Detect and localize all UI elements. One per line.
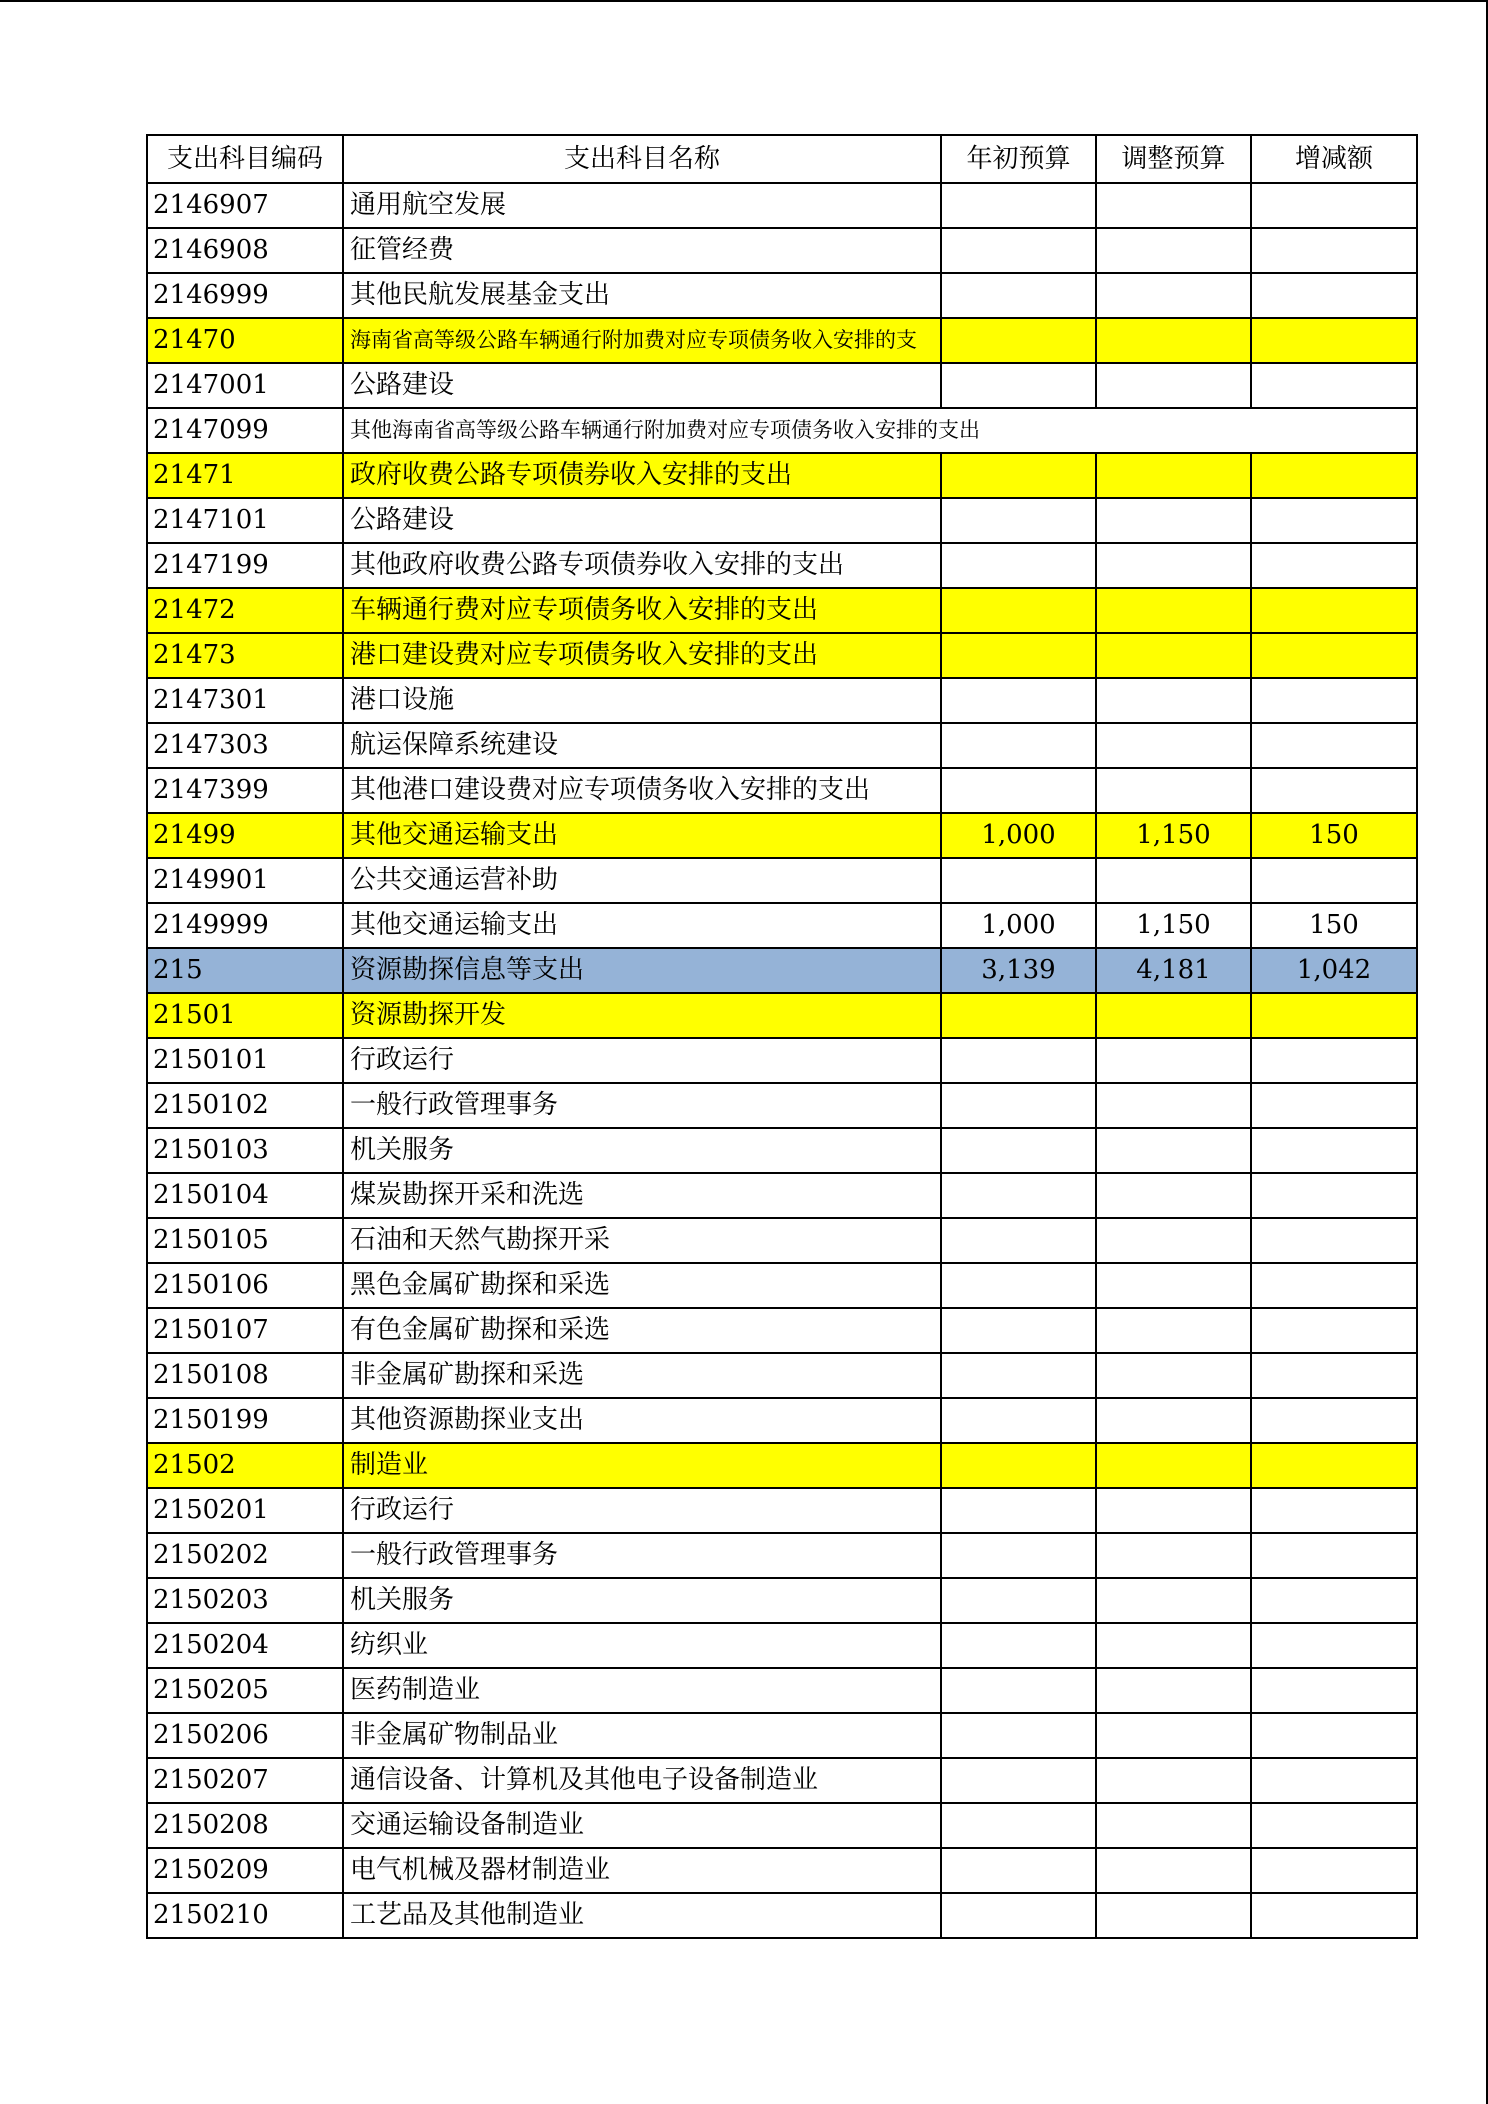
cell-adjusted-budget: 4,181 [1096,948,1251,993]
cell-name: 其他交通运输支出 [343,903,941,948]
cell-initial-budget [941,1263,1096,1308]
cell-code: 2150204 [147,1623,343,1668]
cell-adjusted-budget [1096,318,1251,363]
header-name: 支出科目名称 [343,135,941,183]
table-row [147,318,1417,363]
cell-name: 其他资源勘探业支出 [343,1398,941,1443]
cell-change [1251,1758,1417,1803]
cell-initial-budget [941,1713,1096,1758]
cell-name: 港口设施 [343,678,941,723]
cell-code: 2150203 [147,1578,343,1623]
cell-adjusted-budget [1096,678,1251,723]
cell-initial-budget [941,1848,1096,1893]
table-row [147,1533,1417,1578]
cell-change [1251,1578,1417,1623]
cell-adjusted-budget [1096,1398,1251,1443]
cell-change [1251,1398,1417,1443]
table-row [147,633,1417,678]
cell-code: 21471 [147,453,343,498]
cell-initial-budget [941,318,1096,363]
cell-initial-budget [941,1443,1096,1488]
cell-change [1251,273,1417,318]
cell-change [1251,498,1417,543]
cell-initial-budget [941,1758,1096,1803]
table-row [147,1578,1417,1623]
cell-initial-budget [941,363,1096,408]
cell-change [1251,1533,1417,1578]
cell-name: 电气机械及器材制造业 [343,1848,941,1893]
cell-code: 2150207 [147,1758,343,1803]
cell-change [1251,1713,1417,1758]
cell-change [1251,1443,1417,1488]
cell-code: 2146907 [147,183,343,228]
cell-initial-budget [941,633,1096,678]
cell-adjusted-budget [1096,1353,1251,1398]
cell-adjusted-budget [1096,1893,1251,1938]
cell-code: 2146908 [147,228,343,273]
table-row [147,1488,1417,1533]
cell-adjusted-budget [1096,1308,1251,1353]
table-row [147,1623,1417,1668]
cell-change [1251,1218,1417,1263]
table-row [147,453,1417,498]
cell-change [1251,1893,1417,1938]
cell-code: 2150102 [147,1083,343,1128]
table-row [147,1173,1417,1218]
table-row [147,1668,1417,1713]
table-row [147,1848,1417,1893]
table-row [147,1443,1417,1488]
cell-change [1251,1308,1417,1353]
table-row [147,183,1417,228]
table-row [147,678,1417,723]
cell-adjusted-budget [1096,1083,1251,1128]
cell-initial-budget [941,588,1096,633]
cell-adjusted-budget [1096,543,1251,588]
table-row [147,588,1417,633]
cell-name: 其他港口建设费对应专项债务收入安排的支出 [343,768,941,813]
cell-name: 一般行政管理事务 [343,1083,941,1128]
cell-name: 通用航空发展 [343,183,941,228]
cell-code: 2150105 [147,1218,343,1263]
cell-code: 2146999 [147,273,343,318]
cell-code: 2150107 [147,1308,343,1353]
cell-adjusted-budget [1096,273,1251,318]
cell-initial-budget [941,1668,1096,1713]
cell-adjusted-budget [1096,1218,1251,1263]
cell-initial-budget [941,1218,1096,1263]
cell-code: 21502 [147,1443,343,1488]
cell-name: 其他民航发展基金支出 [343,273,941,318]
cell-name: 海南省高等级公路车辆通行附加费对应专项债务收入安排的支 [343,318,941,363]
cell-adjusted-budget [1096,1803,1251,1848]
table-row [147,858,1417,903]
table-row [147,1803,1417,1848]
cell-change [1251,768,1417,813]
cell-initial-budget [941,1488,1096,1533]
cell-change [1251,1173,1417,1218]
cell-adjusted-budget [1096,768,1251,813]
cell-change [1251,1038,1417,1083]
cell-adjusted-budget [1096,498,1251,543]
cell-change [1251,1623,1417,1668]
cell-code: 2150199 [147,1398,343,1443]
cell-initial-budget [941,1128,1096,1173]
header-row [147,135,1417,183]
cell-adjusted-budget [1096,1488,1251,1533]
cell-initial-budget [941,1533,1096,1578]
cell-change [1251,1803,1417,1848]
cell-name: 资源勘探开发 [343,993,941,1038]
table-row [147,903,1417,948]
cell-name: 行政运行 [343,1488,941,1533]
cell-code: 2147199 [147,543,343,588]
cell-change [1251,678,1417,723]
cell-code: 2147301 [147,678,343,723]
table-row [147,1308,1417,1353]
cell-name: 机关服务 [343,1128,941,1173]
cell-initial-budget [941,1083,1096,1128]
table-row [147,813,1417,858]
cell-adjusted-budget [1096,1848,1251,1893]
cell-initial-budget [941,453,1096,498]
cell-name: 其他政府收费公路专项债券收入安排的支出 [343,543,941,588]
table-row [147,1218,1417,1263]
cell-adjusted-budget [1096,1578,1251,1623]
table-row [147,363,1417,408]
cell-change: 150 [1251,813,1417,858]
cell-code: 2149999 [147,903,343,948]
cell-adjusted-budget [1096,1263,1251,1308]
table-row [147,1893,1417,1938]
table-row [147,993,1417,1038]
cell-initial-budget [941,1398,1096,1443]
cell-change: 150 [1251,903,1417,948]
cell-adjusted-budget: 1,150 [1096,813,1251,858]
cell-initial-budget [941,678,1096,723]
cell-adjusted-budget [1096,1758,1251,1803]
header-code: 支出科目编码 [147,135,343,183]
cell-initial-budget: 3,139 [941,948,1096,993]
cell-adjusted-budget [1096,723,1251,768]
cell-change [1251,723,1417,768]
cell-name: 交通运输设备制造业 [343,1803,941,1848]
table-row [147,1353,1417,1398]
cell-change [1251,1128,1417,1173]
cell-code: 2150206 [147,1713,343,1758]
cell-code: 21470 [147,318,343,363]
cell-adjusted-budget [1096,588,1251,633]
cell-code: 2150106 [147,1263,343,1308]
cell-adjusted-budget [1096,1713,1251,1758]
table-row [147,948,1417,993]
cell-name: 一般行政管理事务 [343,1533,941,1578]
cell-name: 车辆通行费对应专项债务收入安排的支出 [343,588,941,633]
cell-initial-budget [941,768,1096,813]
table-row [147,768,1417,813]
cell-code: 2150101 [147,1038,343,1083]
cell-name: 港口建设费对应专项债务收入安排的支出 [343,633,941,678]
cell-change [1251,1668,1417,1713]
cell-code: 2150209 [147,1848,343,1893]
cell-change [1251,228,1417,273]
cell-initial-budget: 1,000 [941,903,1096,948]
cell-initial-budget [941,498,1096,543]
table-row [147,1713,1417,1758]
cell-initial-budget [941,1893,1096,1938]
cell-code: 215 [147,948,343,993]
cell-name: 公共交通运营补助 [343,858,941,903]
cell-change [1251,183,1417,228]
cell-initial-budget [941,183,1096,228]
cell-code: 2150104 [147,1173,343,1218]
cell-code: 2150205 [147,1668,343,1713]
cell-initial-budget [941,1308,1096,1353]
cell-name: 政府收费公路专项债券收入安排的支出 [343,453,941,498]
table-row [147,1263,1417,1308]
cell-name: 医药制造业 [343,1668,941,1713]
cell-change [1251,1083,1417,1128]
cell-change [1251,858,1417,903]
cell-change [1251,453,1417,498]
cell-initial-budget: 1,000 [941,813,1096,858]
cell-name: 非金属矿勘探和采选 [343,1353,941,1398]
cell-change: 1,042 [1251,948,1417,993]
header-change: 增减额 [1251,135,1417,183]
cell-name: 煤炭勘探开采和洗选 [343,1173,941,1218]
cell-name: 公路建设 [343,498,941,543]
cell-code: 21473 [147,633,343,678]
cell-initial-budget [941,723,1096,768]
cell-name: 其他交通运输支出 [343,813,941,858]
cell-adjusted-budget [1096,1038,1251,1083]
cell-adjusted-budget [1096,633,1251,678]
cell-code: 21501 [147,993,343,1038]
cell-code: 2147099 [147,408,343,453]
cell-name: 航运保障系统建设 [343,723,941,768]
cell-adjusted-budget [1096,1533,1251,1578]
cell-initial-budget [941,1578,1096,1623]
cell-initial-budget [941,858,1096,903]
cell-change [1251,588,1417,633]
cell-initial-budget [941,228,1096,273]
cell-adjusted-budget [1096,363,1251,408]
cell-change [1251,318,1417,363]
cell-code: 2147101 [147,498,343,543]
table-row [147,543,1417,588]
cell-code: 2147399 [147,768,343,813]
cell-initial-budget [941,273,1096,318]
budget-table [146,134,1418,1939]
cell-code: 2147303 [147,723,343,768]
cell-adjusted-budget [1096,1668,1251,1713]
cell-change [1251,363,1417,408]
cell-change [1251,993,1417,1038]
cell-name: 黑色金属矿勘探和采选 [343,1263,941,1308]
cell-change [1251,633,1417,678]
cell-name: 纺织业 [343,1623,941,1668]
cell-code: 2150201 [147,1488,343,1533]
cell-initial-budget [941,543,1096,588]
header-initial-budget: 年初预算 [941,135,1096,183]
cell-adjusted-budget [1096,1173,1251,1218]
cell-adjusted-budget [1096,183,1251,228]
cell-name: 公路建设 [343,363,941,408]
cell-code: 2150103 [147,1128,343,1173]
cell-name: 工艺品及其他制造业 [343,1893,941,1938]
cell-code: 21499 [147,813,343,858]
table-row [147,273,1417,318]
table-row [147,1083,1417,1128]
cell-name: 机关服务 [343,1578,941,1623]
cell-name: 非金属矿物制品业 [343,1713,941,1758]
table-row [147,498,1417,543]
cell-adjusted-budget [1096,453,1251,498]
table-row [147,228,1417,273]
cell-code: 2150202 [147,1533,343,1578]
cell-name: 石油和天然气勘探开采 [343,1218,941,1263]
cell-adjusted-budget [1096,858,1251,903]
cell-initial-budget [941,1803,1096,1848]
cell-name: 资源勘探信息等支出 [343,948,941,993]
cell-code: 2147001 [147,363,343,408]
cell-initial-budget [941,993,1096,1038]
cell-initial-budget [941,1173,1096,1218]
cell-code: 2150208 [147,1803,343,1848]
cell-change [1251,1353,1417,1398]
cell-name: 征管经费 [343,228,941,273]
cell-adjusted-budget: 1,150 [1096,903,1251,948]
cell-code: 2150108 [147,1353,343,1398]
cell-adjusted-budget [1096,1443,1251,1488]
table-row [147,1128,1417,1173]
table-row [147,1038,1417,1083]
cell-adjusted-budget [1096,1623,1251,1668]
cell-change [1251,1848,1417,1893]
cell-name: 其他海南省高等级公路车辆通行附加费对应专项债务收入安排的支出 [343,408,1417,453]
cell-code: 2149901 [147,858,343,903]
cell-adjusted-budget [1096,993,1251,1038]
page-top-border [0,0,1488,2]
cell-code: 21472 [147,588,343,633]
table-row [147,1398,1417,1443]
cell-name: 有色金属矿勘探和采选 [343,1308,941,1353]
cell-name: 行政运行 [343,1038,941,1083]
table-row [147,1758,1417,1803]
header-adjusted-budget: 调整预算 [1096,135,1251,183]
cell-change [1251,543,1417,588]
cell-initial-budget [941,1038,1096,1083]
cell-adjusted-budget [1096,228,1251,273]
cell-name: 通信设备、计算机及其他电子设备制造业 [343,1758,941,1803]
cell-change [1251,1263,1417,1308]
cell-code: 2150210 [147,1893,343,1938]
table-body [147,183,1417,1938]
cell-adjusted-budget [1096,1128,1251,1173]
cell-name: 制造业 [343,1443,941,1488]
cell-initial-budget [941,1353,1096,1398]
table-row [147,408,1417,453]
table-row [147,723,1417,768]
cell-change [1251,1488,1417,1533]
cell-initial-budget [941,1623,1096,1668]
